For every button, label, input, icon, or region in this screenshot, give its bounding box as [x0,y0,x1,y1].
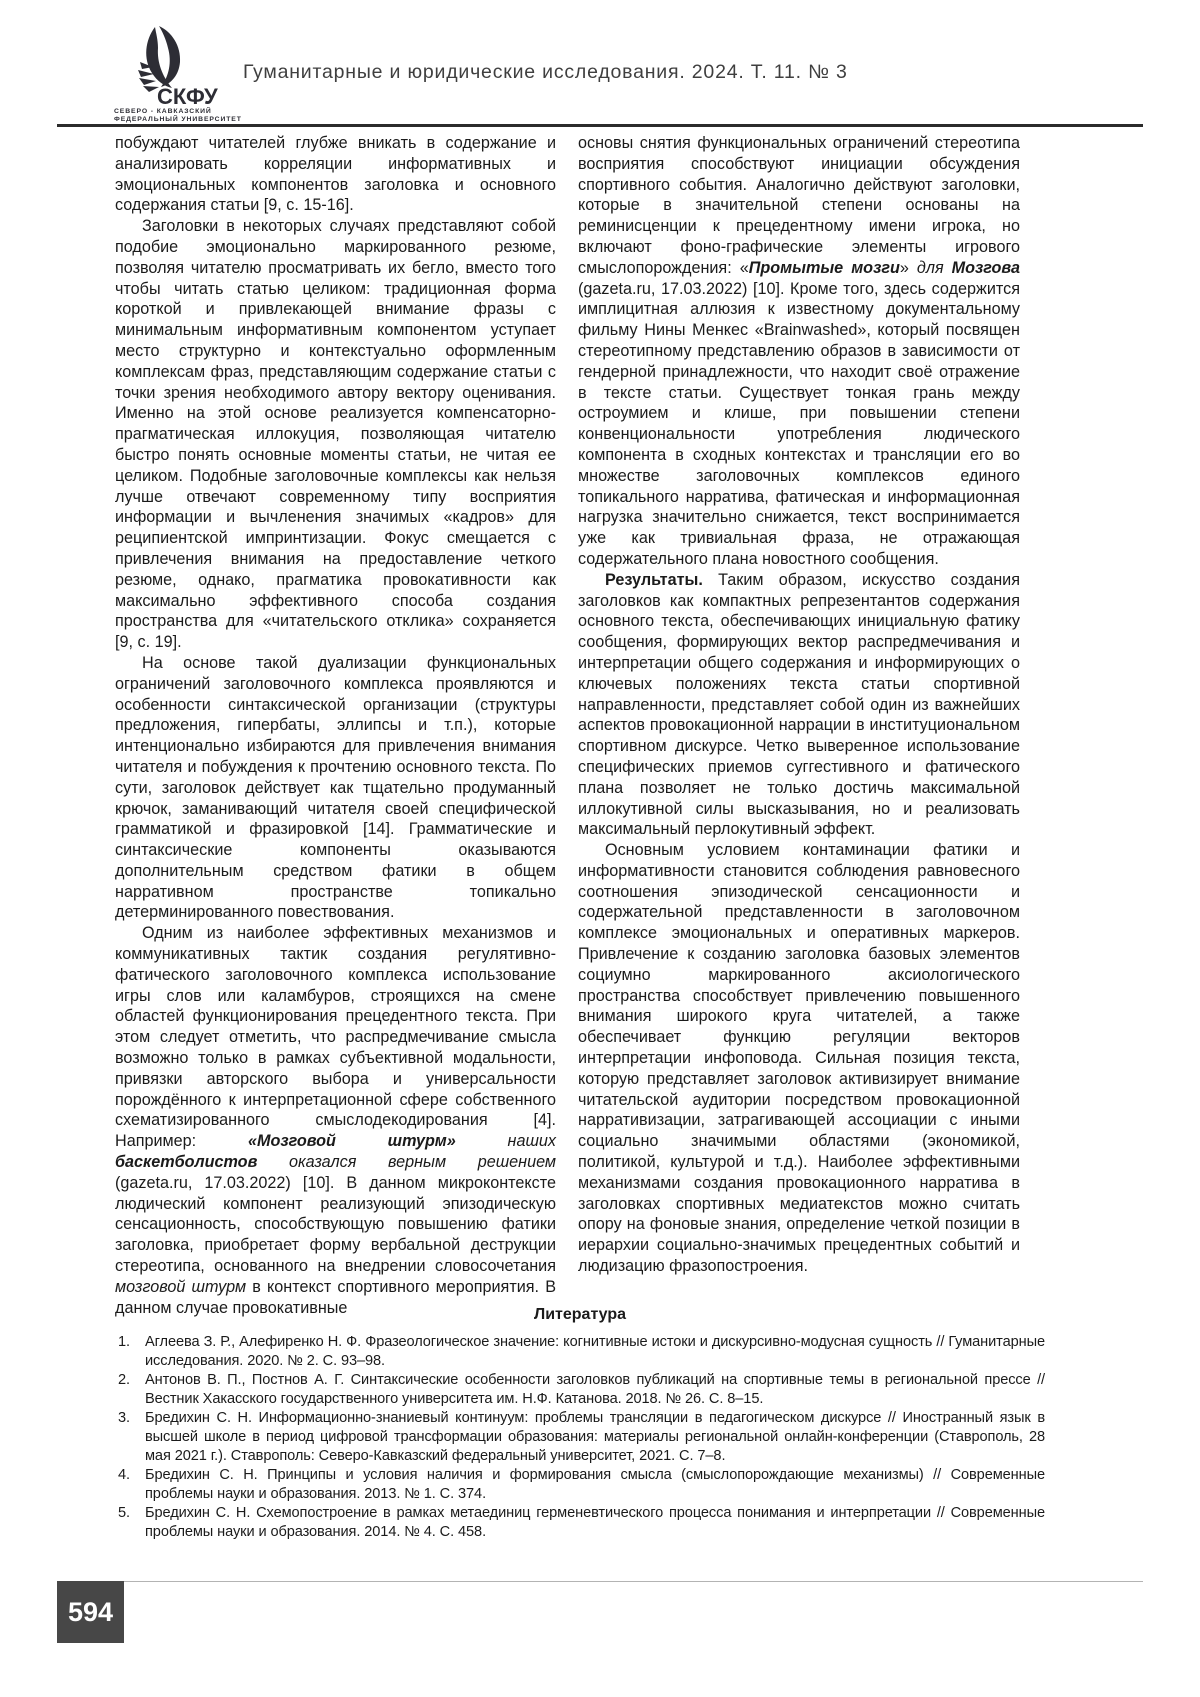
reference-number: 3. [118,1410,130,1426]
paragraph [115,653,556,923]
text-run: Результаты. [605,570,703,589]
reference-item [115,1409,1045,1466]
text-run: (gazeta.ru, 17.03.2022) [10]. Кроме того, здесь содержится имплицитная аллюзия к известному документальному фильму Нины Менкес «Brainwashed», который посвящен стереотипному представлению образов в зависимости от гендерной принадлежности, что находит своё отражение в тексте статьи. Существует тонкая грань между остроумием и клише, при повышении степени конвенциональности употребления людического компонента в сходных контекстах и трансляции его во множестве заголовочных комплексов единого топикального нарратива, фатическая и информационная нагрузка значительно снижается, текст воспринимается уже как тривиальная фраза, не отражающая содержательного плана новостного сообщения. [578,279,1020,568]
reference-number: 2. [118,1372,130,1388]
text-run: побуждают читателей глубже вникать в содержание и анализировать корреляции информативных и эмоциональных компонентов заголовка и основного содержания статьи [9, с. 15-16]. [115,134,556,215]
reference-item [115,1504,1045,1542]
right-column [578,133,1020,1277]
text-run: оказался верным решением [257,1153,556,1172]
text-run: » [899,258,917,277]
text-run: основы снятия функциональных ограничений стереотипа восприятия способствуют инициации обсуждения спортивного события. Аналогично действуют заголовки, которые в значительной степени основаны на реминисценции к прецедентному имени игрока, но включают фоно-графические элементы игрового смыслопорождения: « [578,134,1020,277]
reference-text: Бредихин С. Н. Схемопостроение в рамках метаединиц герменевтического процесса понимания и интерпретации // Современные проблемы науки и образования. 2014. № 4. С. 458. [145,1505,1045,1540]
paragraph [115,216,556,653]
reference-item [115,1333,1045,1371]
reference-item [115,1371,1045,1409]
text-run: Основным условием контаминации фатики и информативности становится соблюдения равновесного соотношения эпизодической сенсационности и содержательной представленности в заголовочном комплексе эмоциональных и оперативных маркеров. Привлечение к созданию заголовка базовых элементов социумно маркированного аксиологического пространства способствует привлечению повышенного внимания широкого круга читателей, а также обеспечивает функцию регуляции векторов интерпретации инфоповода. Сильная позиция текста, которую представляет заголовок активизирует внимание читательской аудитории посредством провокационной нарративизации, затрагивающей ассоциации с иными социально значимыми областями (экономикой, политикой, культурой и т.д.). Наиболее эффективными механизмами создания провокационного нарратива в заголовках спортивных медиатекстов можно считать опору на фоновые знания, определение четкой позиции в иерархии социально-значимых прецедентных событий и людизацию фразопостроения. [578,841,1020,1276]
text-run: Таким образом, искусство создания заголовков как компактных репрезентантов содержания основного текста, обеспечивающих инициальную фатику сообщения, формирующих вектор распредмечивания и интерпретации общего содержания и информирующих о ключевых положениях текста статьи спортивной направленности, представляет собой один из важнейших аспектов провокационной наррации в институциональном спортивном дискурсе. Четко выверенное использование специфических приемов суггестивного и фатического плана позволяет не только достичь максимальной иллокутивной силы высказывания, но и реализовать максимальный перлокутивный эффект. [578,570,1020,839]
text-run: мозговой штурм [115,1277,247,1296]
journal-title: Гуманитарные и юридические исследования. 2024. Т. 11. № 3 [243,61,848,83]
text-run: (gazeta.ru, 17.03.2022) [10]. В данном микроконтексте людический компонент реализующий эпизодическую сенсационность, способствующую повышению фатики заголовка, приобретает форму вербальной деструкции стереотипа, основанного на внедрении словосочетания [115,1173,556,1276]
paragraph [115,133,556,216]
references-heading: Литература [533,1306,627,1323]
paragraph [578,570,1020,840]
reference-text: Антонов В. П., Постнов А. Г. Синтаксические особенности заголовков публикаций на спортивные темы в региональной прессе // Вестник Хакасского государственного университета им. Н.Ф. Катанова. 2018. № 26. С. 8–15. [145,1372,1045,1407]
reference-item [115,1466,1045,1504]
references-section [115,1306,1045,1542]
paragraph [578,840,1020,1277]
text-run: наших [455,1132,556,1151]
paragraph [115,923,556,1318]
logo-captions [114,108,274,124]
reference-text: Бредихин С. Н. Информационно-знаниевый континуум: проблемы трансляции в педагогическом дискурсе // Иностранный язык в высшей школе в период цифровой трансформации образования: материалы региональной онлайн-конференции (Ставрополь, 28 мая 2021 г.). Ставрополь: Северо-Кавказский федеральный университет, 2021. С. 7–8. [145,1410,1045,1464]
text-run: баскетболистов [115,1153,258,1172]
references-list [115,1333,1045,1542]
header-divider [57,124,1143,127]
logo-acronym: СКФУ [157,84,218,108]
text-run: Мозгова [951,258,1020,277]
logo-caption-line1: СЕВЕРО - КАВКАЗСКИЙ [114,108,212,115]
paragraph [578,133,1020,570]
page-number-badge: 594 [57,1581,124,1643]
text-run: Промытые мозги [748,258,900,277]
text-run: для [916,258,952,277]
text-run: Заголовки в некоторых случаях представляют собой подобие эмоционально маркированного резюме, позволяя читателю просматривать их бегло, вместо того чтобы читать статью целиком: традиционная форма короткой и привлекающей внимание фразы с минимальным информативным компонентом уступает место структурно и контекстуально оформленным комплексам фраз, представляющим содержание статьи с точки зрения необходимого автору вектору оценивания. Именно на этой основе реализуется компенсаторно-прагматическая иллокуция, позволяющая читателю быстро понять основные моменты статьи, не читая ее целиком. Подобные заголовочные комплексы как нельзя лучше отвечают современному типу восприятия информации и вычленения значимых «кадров» для реципиентской импринтизации. Фокус смещается с привлечения внимания на предоставление четкого резюме, однако, прагматика провокативности как максимально эффективного способа создания пространства для «читательского отклика» сохраняется [9, с. 19]. [115,217,556,652]
left-column [115,133,556,1318]
text-run: На основе такой дуализации функциональных ограничений заголовочного комплекса проявляются и особенности синтаксической организации (структуры предложения, гипербаты, эллипсы и т.п.), которые интенционально избираются для привлечения внимания читателя и побуждения к прочтению основного текста. По сути, заголовок действует как тщательно продуманный крючок, заманивающий читателя своей специфической грамматикой и фразировкой [14]. Грамматические и синтаксические компоненты оказываются дополнительным средством фатики в общем нарративном пространстве топикально детерминированного повествования. [115,653,556,922]
reference-number: 5. [118,1505,130,1521]
logo-caption-line2: ФЕДЕРАЛЬНЫЙ УНИВЕРСИТЕТ [114,116,242,123]
reference-number: 1. [118,1334,130,1350]
text-run: Одним из наиболее эффективных механизмов и коммуникативных тактик создания регулятивно-фатического заголовочного комплекса использование игры слов или каламбуров, строящихся на смене областей функционирования прецедентного текста. При этом следует отметить, что распредмечивание смысла возможно только в рамках субъективной модальности, привязки авторского выбора и универсальности порождённого к интерпретационной сфере собственного схематизированного смыслодекодирования [4]. Например: [115,924,556,1151]
reference-number: 4. [118,1467,130,1483]
footer-divider [124,1581,1143,1582]
university-logo [112,26,242,126]
text-run: «Мозговой штурм» [247,1132,456,1151]
text-run: в контекст спортивного мероприятия. В данном случае провокативные [115,1277,557,1317]
reference-text: Аглеева З. Р., Алефиренко Н. Ф. Фразеологическое значение: когнитивные истоки и дискурсивно-модусная сущность // Гуманитарные исследования. 2020. № 2. С. 93–98. [145,1334,1045,1369]
skfu-eagle-icon [112,26,230,108]
reference-text: Бредихин С. Н. Принципы и условия наличия и формирования смысла (смыслопорождающие механизмы) // Современные проблемы науки и образования. 2013. № 1. С. 374. [145,1467,1045,1502]
